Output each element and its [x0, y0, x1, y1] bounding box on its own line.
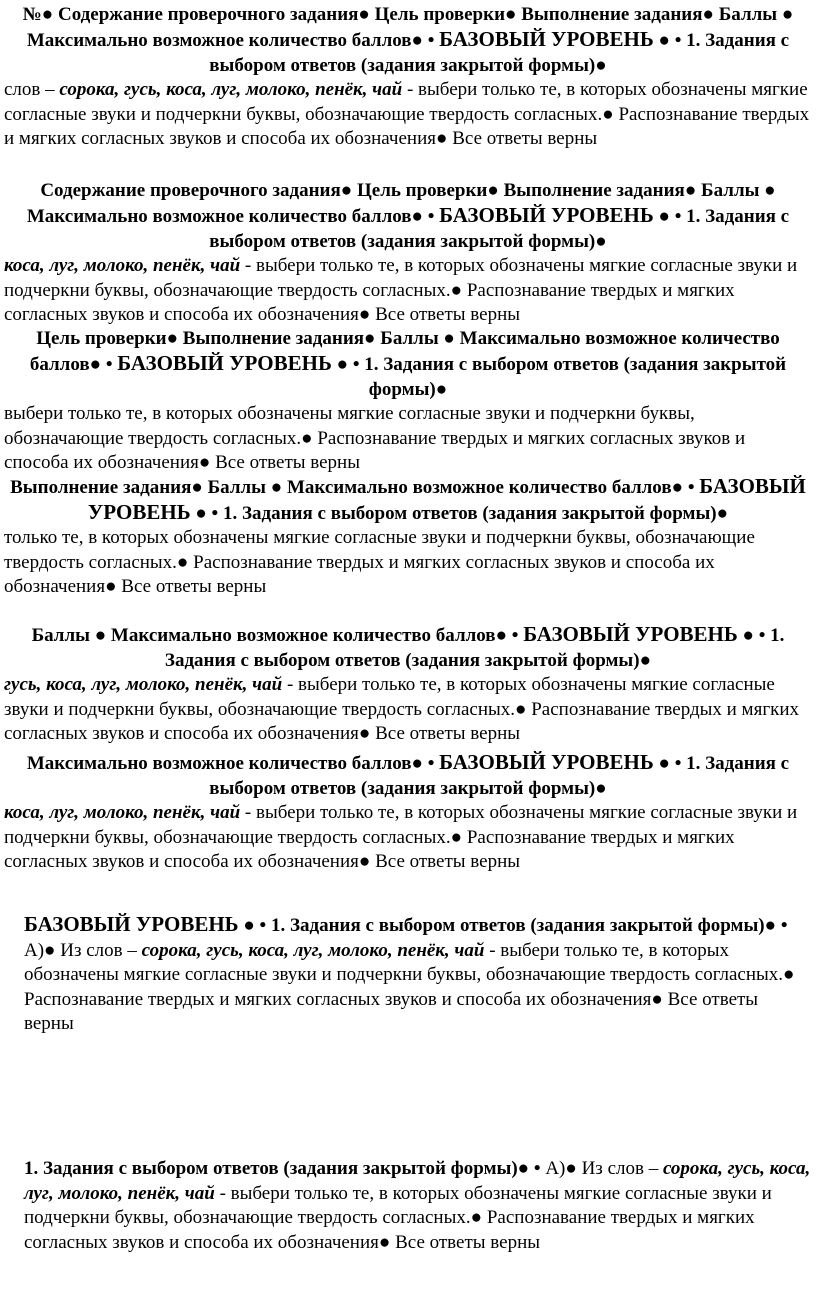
block-6-body — [0, 801, 816, 875]
heading-text: Выполнение задания● Баллы ● Максимально возможное количество баллов● • — [10, 477, 700, 498]
level-title: БАЗОВЫЙ УРОВЕНЬ — [87, 474, 806, 524]
heading-tail: ● • 1. Задания с выбором ответов (задания закрытой формы)● — [164, 625, 785, 671]
heading-text: ● • 1. Задания с выбором ответов (задания закрытой формы)● • — [238, 915, 788, 936]
block-2-body — [0, 254, 816, 328]
word-list: коса, луг, молоко, пенёк, чай — [4, 802, 241, 823]
level-title: БАЗОВЫЙ УРОВЕНЬ — [523, 622, 738, 646]
body-text: - выбери только те, в которых обозначены мягкие согласные звуки и подчеркни буквы, обозначающие твердость согласных.● Распознавание твердых и мягких согласных звуков и способа их обозначения● Все ответы верны — [4, 802, 798, 872]
number-sign: № — [22, 4, 42, 25]
level-title: БАЗОВЫЙ УРОВЕНЬ — [24, 912, 239, 936]
body-text: - выбери только те, в которых обозначены мягкие согласные звуки и подчеркни буквы, обозначающие твердость согласных.● Распознавание твердых и мягких согласных звуков и способа их обозначения● Все ответы верны — [24, 1182, 772, 1253]
body-text: - выбери только те, в которых обозначены мягкие согласные звуки и подчеркни буквы, обозначающие твердость согласных.● Распознавание твердых и мягких согласных звуков и способа их обозначения● Все ответы верны — [4, 255, 798, 325]
body-text: - выбери только те, в которых обозначены мягкие согласные звуки и подчеркни буквы, обозначающие твердость согласных.● Распознавание твердых и мягких согласных звуков и способа их обозначения● Все ответы верны — [4, 674, 800, 744]
task-block-5 — [0, 622, 816, 747]
word-list: гусь, коса, луг, молоко, пенёк, чай — [4, 674, 283, 695]
block-6-heading — [0, 750, 816, 801]
block-1-heading — [0, 2, 816, 78]
heading-text: ● Содержание проверочного задания● Цель проверки● Выполнение задания● Баллы ● Максимально возможное количество баллов● • — [26, 4, 794, 51]
task-block-6 — [0, 750, 816, 875]
heading-text: Баллы ● Максимально возможное количество баллов● • — [31, 625, 524, 646]
heading-text: Максимально возможное количество баллов● • — [26, 753, 440, 774]
task-block-8 — [0, 1157, 816, 1255]
body-text: - выбери только те, в которых обозначены мягкие согласные звуки и подчеркни буквы, обозначающие твердость согласных.● Распознавание твердых и мягких согласных звуков и способа их обозначения● Все ответы верны — [24, 939, 795, 1034]
block-1-body — [0, 78, 816, 152]
heading-text: Содержание проверочного задания● Цель проверки● Выполнение задания● Баллы ● Максимально возможное количество баллов● • — [26, 180, 776, 227]
heading-text: 1. Задания с выбором ответов (задания закрытой формы)● • — [24, 1158, 546, 1179]
task-block-4 — [0, 474, 816, 600]
word-list: сорока, гусь, коса, луг, молоко, пенёк, чай — [141, 939, 485, 961]
body-text: выбери только те, в которых обозначены мягкие согласные звуки и подчеркни буквы, обозначающие твердость согласных.● Распознавание твердых и мягких согласных звуков и способа их обозначения● Все ответы верны — [4, 403, 746, 473]
heading-tail: ● • 1. Задания с выбором ответов (задания закрытой формы)● — [190, 503, 729, 524]
heading-tail: ● • 1. Задания с выбором ответов (задания закрытой формы)● — [209, 206, 790, 252]
heading-tail: ● • 1. Задания с выбором ответов (задания закрытой формы)● — [331, 354, 787, 400]
task-block-1 — [0, 2, 816, 152]
task-label: А)● Из слов – — [545, 1158, 663, 1179]
block-5-body — [0, 673, 816, 747]
block-3-body — [0, 402, 816, 476]
level-title: БАЗОВЫЙ УРОВЕНЬ — [439, 750, 654, 774]
block-5-heading — [0, 622, 816, 673]
word-list: коса, луг, молоко, пенёк, чай — [4, 255, 241, 276]
block-4-heading — [0, 474, 816, 526]
word-list: сорока, гусь, коса, луг, молоко, пенёк, чай — [59, 79, 403, 100]
level-title: БАЗОВЫЙ УРОВЕНЬ — [439, 27, 654, 51]
block-7-text — [0, 912, 816, 1037]
heading-tail: ● • 1. Задания с выбором ответов (задания закрытой формы)● — [209, 30, 790, 76]
body-text: - выбери только те, в которых обозначены мягкие согласные звуки и подчеркни буквы, обозначающие твердость согласных.● Распознавание твердых и мягких согласных звуков и способа их обозначения● Все ответы верны — [4, 79, 810, 149]
body-text: только те, в которых обозначены мягкие согласные звуки и подчеркни буквы, обозначающие твердость согласных.● Распознавание твердых и мягких согласных звуков и способа их обозначения● Все ответы верны — [4, 527, 755, 597]
block-3-heading — [0, 326, 816, 402]
level-title: БАЗОВЫЙ УРОВЕНЬ — [117, 351, 332, 375]
block-4-body — [0, 526, 816, 600]
task-label: А)● Из слов – — [24, 939, 142, 961]
heading-tail: ● • 1. Задания с выбором ответов (задания закрытой формы)● — [209, 753, 790, 799]
task-block-2 — [0, 178, 816, 328]
task-block-3 — [0, 326, 816, 476]
word-list: сорока, гусь, коса, луг, молоко, пенёк, чай — [24, 1158, 811, 1204]
task-block-7 — [0, 912, 816, 1037]
block-2-heading — [0, 178, 816, 254]
heading-text: Цель проверки● Выполнение задания● Баллы ● Максимально возможное количество баллов● • — [29, 328, 780, 375]
block-8-text — [0, 1157, 816, 1255]
body-lead: слов – — [4, 79, 60, 100]
level-title: БАЗОВЫЙ УРОВЕНЬ — [439, 203, 654, 227]
